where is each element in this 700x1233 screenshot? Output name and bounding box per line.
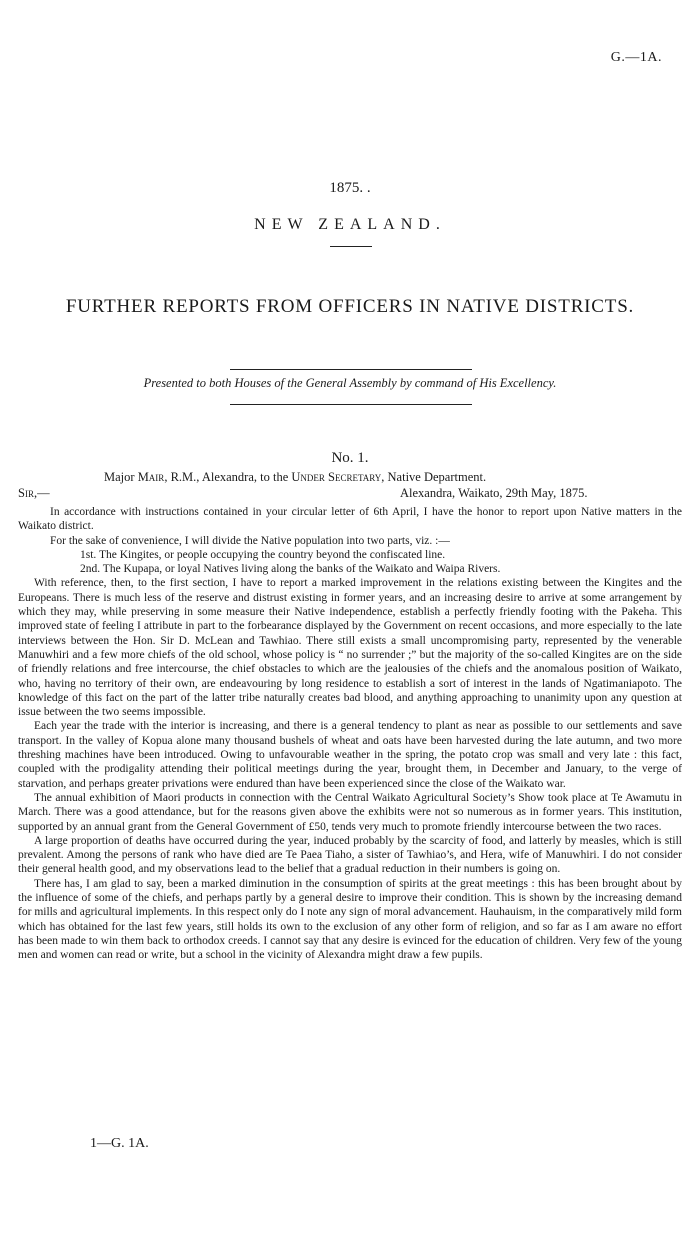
paragraph: The annual exhibition of Maori products in connection with the Central Waikato Agricultural Society’s Show took place at Te Awamutu in March. There was a good attendance, but for the reasons given above the exhibits were not so numerous as in former years. This institution, supported by an annual grant from the General Government of £50, tends very much to promote friendly intercourse between the two races. [18,791,682,833]
paragraph: For the sake of convenience, I will divide the Native population into two parts, viz. :— [50,534,450,547]
place-date: Alexandra, Waikato, 29th May, 1875. [400,486,588,500]
presented-line: Presented to both Houses of the General Assembly by command of His Excellency. [143,376,557,390]
year: 1875. . [329,180,371,196]
country-heading: NEW ZEALAND. [254,216,446,233]
letter-heading: Major Mair, R.M., Alexandra, to the Under Secretary, Native Department. [104,470,487,484]
paragraph: A large proportion of deaths have occurred during the year, induced probably by the scarcity of food, and latterly by measles, which is still prevalent. Among the persons of rank who have died are Te Paea Tiaho, a sister of Tawhiao’s, and Hera, wife of Manuwhiri. I do not consider their general health good, and my observations lead to the belief that a gradual reduction in their numbers is going on. [18,834,682,876]
divider [230,404,472,405]
divider [230,369,472,370]
paragraph: There has, I am glad to say, been a marked diminution in the consumption of spirits at the great meetings : this has been brought about by the influence of some of the chiefs, and perhaps partly by a general desire to improve their condition. This is shown by the increasing demand for mills and agricultural implements. In this respect only do I note any sign of moral advancement. Hauhauism, in the comparatively mild form which has obtained for the last few years, still holds its own to the exclusion of any other form of religion, and so far as I am aware no effort has been made to win them back to orthodox creeds. I cannot say that any desire is evinced for the education of children. Very few of the young men and women can read or write, but a school in the vicinity of Alexandra might draw a few pupils. [18,877,682,962]
letter-body [18,505,682,963]
letter-number: No. 1. [331,450,369,466]
page-signature: 1—G. 1A. [90,1136,149,1151]
divider [330,246,372,247]
page-title: FURTHER REPORTS FROM OFFICERS IN NATIVE DISTRICTS. [65,296,635,317]
paragraph: 1st. The Kingites, or people occupying the country beyond the confiscated line. [80,548,446,561]
paragraph: 2nd. The Kupapa, or loyal Natives living along the banks of the Waikato and Waipa Rivers. [80,563,501,576]
paragraph: In accordance with instructions contained in your circular letter of 6th April, I have the honor to report upon Native matters in the Waikato district. [18,506,682,533]
paragraph: Each year the trade with the interior is increasing, and there is a general tendency to plant as near as possible to our settlements and save transport. In the valley of Kopua alone many thousand bushels of wheat and oats have been harvested during the late autumn, and two more threshing machines have been introduced. Owing to unfavourable weather in the spring, the potato crop was small and very late : this fact, coupled with the prodigality attending their political meetings during the year, brought them, in December and January, to the verge of starvation, and perhaps greater privations were endured than have been experienced since the close of the Waikato war. [18,720,682,790]
salutation: Sir,— [18,486,50,500]
document-reference: G.—1A. [610,50,662,65]
paragraph: With reference, then, to the first section, I have to report a marked improvement in the relations existing between the Kingites and the Europeans. There is much less of the reserve and distrust existing in former years, and an increasing desire to arrive at some arrangement by which they may, while preserving in some measure their Native independence, establish a perfectly friendly footing with the Pakeha. This improved state of feeling I attribute in part to the forbearance displayed by the Government on recent occasions, and more especially to the late interviews between the Hon. Sir D. McLean and Tawhiao. There still exists a small uncompromising party, represented by the venerable Manuwhiri and a few more chiefs of the old school, whose policy is “ no surrender ;” but the majority of the so-called Kingites are on the side of friendly relations and free intercourse, the chief obstacles to which are the jealousies of the chiefs and the anomalous position of Waikato, who, having no territory of their own, are endeavouring by long residence to establish a sort of interest in the lands of Ngatimaniapoto. The knowledge of this fact on the part of the latter tribe naturally creates bad blood, and anything approaching to unanimity upon any question at issue between the two seems impossible. [18,577,682,719]
